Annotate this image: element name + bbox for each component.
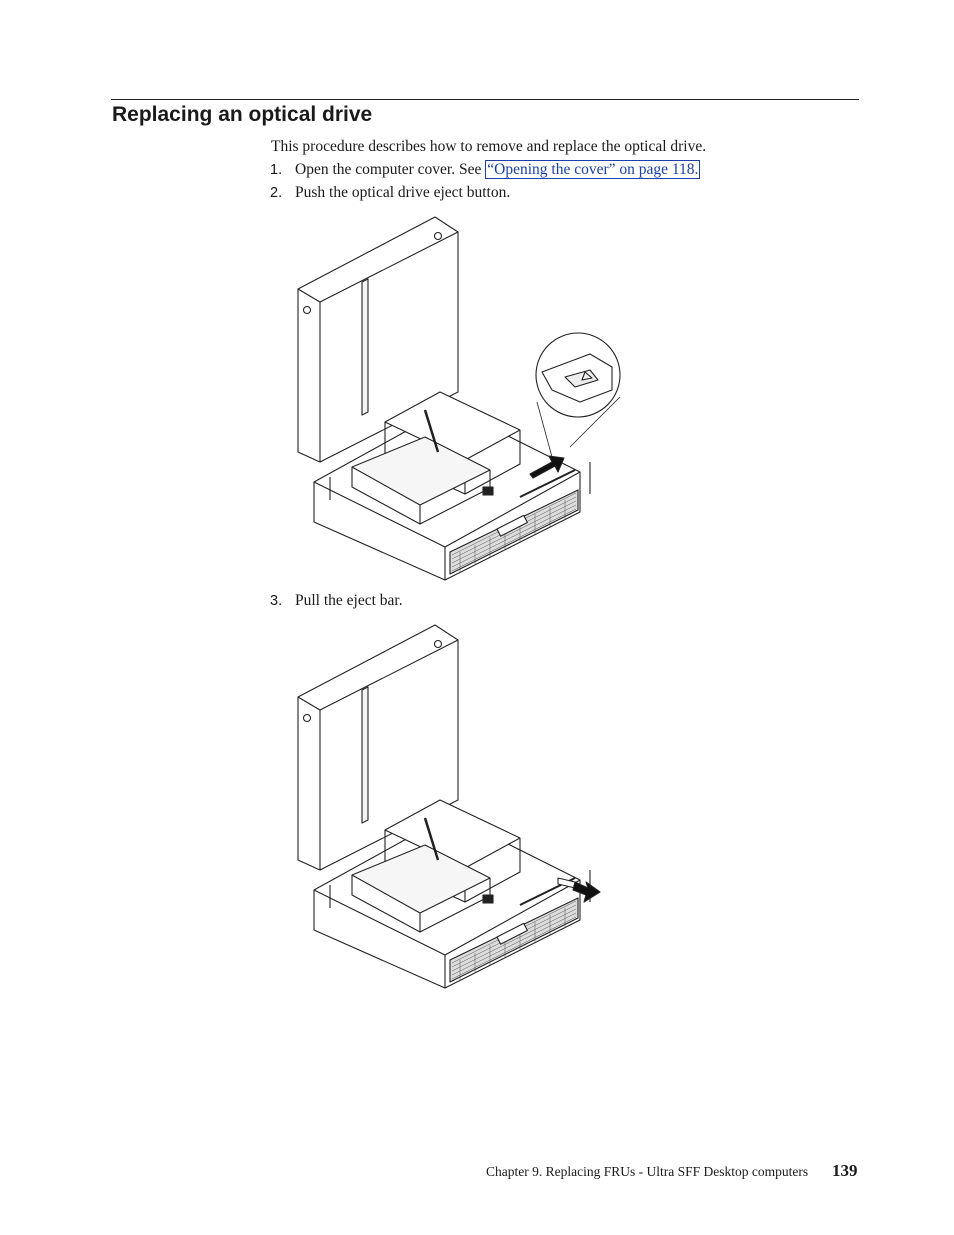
page-number: 139 xyxy=(832,1161,858,1180)
step-3 xyxy=(270,590,403,612)
step-1 xyxy=(270,159,700,181)
intro-paragraph: This procedure describes how to remove and replace the optical drive. xyxy=(271,138,707,155)
opening-cover-link[interactable]: “Opening the cover” on page 118. xyxy=(487,161,699,178)
step-number: 1. xyxy=(270,162,283,178)
figure-push-eject-button xyxy=(290,212,630,582)
step-text: Push the optical drive eject button. xyxy=(295,184,511,201)
step-text: Pull the eject bar. xyxy=(295,592,403,609)
section-title: Replacing an optical drive xyxy=(112,103,373,126)
step-text: Open the computer cover. See xyxy=(295,161,486,178)
step-number: 2. xyxy=(270,185,283,201)
footer-chapter: Chapter 9. Replacing FRUs - Ultra SFF Desktop computers xyxy=(486,1164,809,1179)
step-number: 3. xyxy=(270,593,283,609)
step-2 xyxy=(270,182,510,204)
figure-pull-eject-bar xyxy=(290,620,630,990)
